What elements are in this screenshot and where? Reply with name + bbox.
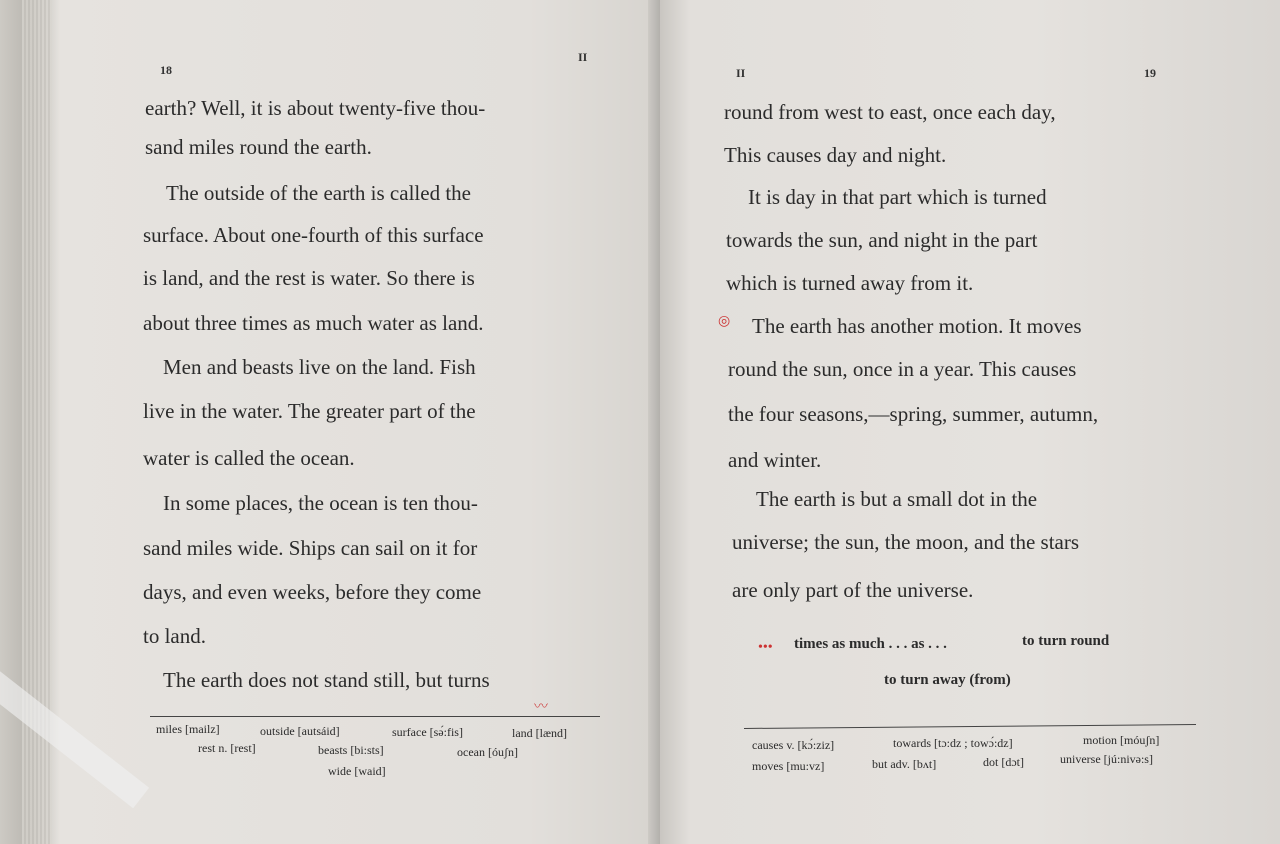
right-line-11: universe; the sun, the moon, and the stars bbox=[732, 530, 1080, 554]
right-line-8: the four seasons,—spring, summer, autumn, bbox=[728, 402, 1099, 426]
phrase-turn-round: to turn round bbox=[1022, 633, 1110, 649]
right-page bbox=[660, 0, 1280, 844]
glossary-rule bbox=[150, 716, 600, 717]
left-line-13: to land. bbox=[143, 624, 206, 648]
right-line-1: round from west to east, once each day, bbox=[724, 100, 1056, 124]
handwritten-mark: 〰 bbox=[534, 700, 548, 715]
gloss-wide: wide [waid] bbox=[328, 764, 386, 778]
left-line-11: sand miles wide. Ships can sail on it for bbox=[143, 536, 478, 560]
left-page-number: 18 bbox=[160, 63, 172, 77]
left-line-4: surface. About one-fourth of this surface bbox=[143, 223, 484, 247]
left-line-9: water is called the ocean. bbox=[143, 446, 355, 470]
right-line-12: are only part of the universe. bbox=[732, 578, 974, 602]
gloss-towards: towards [tɔ:dz ; towɔ́:dz] bbox=[893, 736, 1013, 750]
left-line-8: live in the water. The greater part of the bbox=[143, 399, 476, 423]
handwritten-circle-mark: ◎ bbox=[718, 314, 731, 329]
right-line-2: This causes day and night. bbox=[724, 143, 947, 167]
gloss-outside: outside [autsáid] bbox=[260, 724, 340, 738]
right-glossary-rule bbox=[744, 724, 1196, 729]
left-line-12: days, and even weeks, before they come bbox=[143, 580, 482, 604]
right-line-10: The earth is but a small dot in the bbox=[756, 487, 1038, 511]
right-line-3: It is day in that part which is turned bbox=[748, 185, 1047, 209]
right-line-6: The earth has another motion. It moves bbox=[752, 314, 1082, 338]
left-line-14: The earth does not stand still, but turns bbox=[163, 668, 490, 692]
handwritten-arrow-mark: ••• bbox=[758, 640, 773, 655]
gloss-miles: miles [mailz] bbox=[156, 722, 220, 736]
left-line-7: Men and beasts live on the land. Fish bbox=[163, 355, 476, 379]
gloss-universe: universe [jú:nivə:s] bbox=[1060, 752, 1153, 766]
gloss-motion: motion [móuʃn] bbox=[1083, 733, 1160, 747]
left-line-1: earth? Well, it is about twenty-five thou- bbox=[145, 96, 486, 120]
gloss-surface: surface [sə́:fis] bbox=[392, 725, 463, 739]
phrase-turn-away: to turn away (from) bbox=[884, 672, 1011, 688]
gloss-moves: moves [mu:vz] bbox=[752, 759, 825, 773]
gloss-rest: rest n. [rest] bbox=[198, 741, 256, 755]
right-page-number: 19 bbox=[1144, 66, 1156, 80]
right-line-7: round the sun, once in a year. This causes bbox=[728, 357, 1077, 381]
left-section-number: II bbox=[578, 50, 588, 64]
gloss-causes: causes v. [kɔ́:ziz] bbox=[752, 738, 835, 752]
left-line-2: sand miles round the earth. bbox=[145, 135, 372, 159]
left-line-5: is land, and the rest is water. So there is bbox=[143, 266, 475, 290]
right-line-9: and winter. bbox=[728, 448, 822, 472]
gloss-but: but adv. [bʌt] bbox=[872, 757, 937, 771]
right-line-4: towards the sun, and night in the part bbox=[726, 228, 1038, 252]
gloss-dot: dot [dɔt] bbox=[983, 755, 1024, 769]
gloss-beasts: beasts [bi:sts] bbox=[318, 743, 384, 757]
gloss-land: land [lænd] bbox=[512, 726, 567, 740]
gloss-ocean: ocean [óuʃn] bbox=[457, 745, 518, 759]
left-line-10: In some places, the ocean is ten thou- bbox=[163, 491, 478, 515]
right-section-number: II bbox=[736, 66, 746, 80]
left-line-6: about three times as much water as land. bbox=[143, 311, 484, 335]
left-line-3: The outside of the earth is called the bbox=[166, 181, 471, 205]
right-line-5: which is turned away from it. bbox=[726, 271, 974, 295]
phrase-times-as-much: times as much . . . as . . . bbox=[794, 636, 947, 652]
